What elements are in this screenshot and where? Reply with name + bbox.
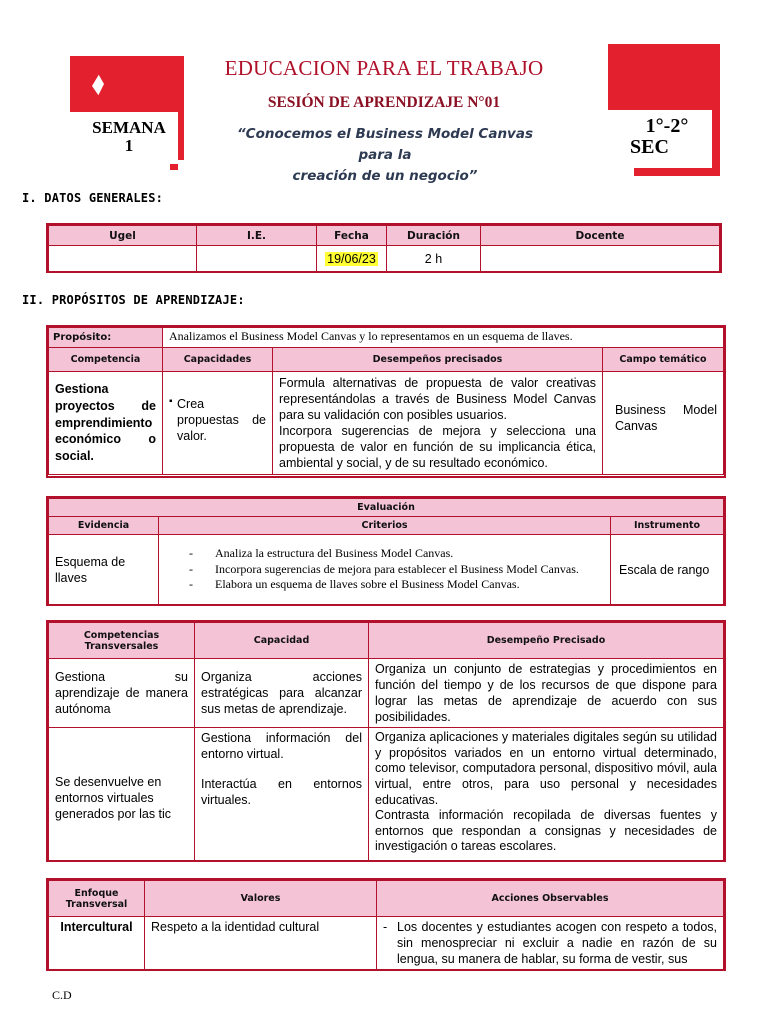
col-criterios: Criterios	[159, 517, 611, 535]
evaluacion-title: Evaluación	[49, 499, 724, 517]
datos-generales-table	[46, 223, 722, 273]
session-subtitle	[220, 124, 550, 187]
transversal-capacidad-1: Organiza acciones estratégicas para alcanzar sus metas de aprendizaje.	[195, 659, 369, 728]
desempeno-1: Formula alternativas de propuesta de valor creativas representándolas a través de Business Model Canvas para su validación con posibles usuarios.	[279, 376, 596, 422]
value-fecha: 19/06/23	[327, 251, 376, 266]
value-duracion: 2 h	[387, 246, 481, 272]
acciones-value-cell	[377, 917, 724, 971]
col-enfoque: Enfoque Transversal	[49, 881, 145, 917]
enfoque-value: Intercultural	[49, 917, 145, 971]
col-evidencia: Evidencia	[49, 517, 159, 535]
left-badge-line1: SEMANA	[92, 118, 166, 137]
transversal-desempeno-2	[369, 728, 724, 862]
transversal-competencia-2: Se desenvuelve en entornos virtuales generados por las tic	[49, 728, 195, 862]
capacidad-value: Crea propuestas de valor.	[177, 397, 266, 443]
valores-value: Respeto a la identidad cultural	[145, 917, 377, 971]
desempenos-value	[273, 372, 603, 475]
value-ie	[197, 246, 317, 272]
col-docente: Docente	[481, 226, 720, 246]
desempeno-2b: Contrasta información recopilada de diversas fuentes y entornos que respondan a consignas y necesidades de investigación o tareas escolares.	[375, 808, 717, 854]
accion-text: Los docentes y estudiantes acogen con respeto a todos, sin menospreciar ni excluir a nadie en razón de su lengua, su manera de hablar, su forma de vestir, sus	[397, 920, 717, 966]
transversal-competencia-1: Gestiona su aprendizaje de manera autónoma	[49, 659, 195, 728]
value-docente	[481, 246, 720, 272]
col-competencia: Competencia	[49, 348, 163, 372]
criterio-item: - Analiza la estructura del Business Model Canvas.	[189, 546, 454, 561]
col-campo: Campo temático	[603, 348, 724, 372]
col-capacidad: Capacidad	[195, 623, 369, 659]
col-duracion: Duración	[387, 226, 481, 246]
left-badge-text	[84, 119, 174, 155]
col-fecha: Fecha	[317, 226, 387, 246]
criterio-item: - Incorpora sugerencias de mejora para establecer el Business Model Canvas.	[189, 561, 579, 576]
right-badge-line1: 1°-2°	[645, 115, 689, 137]
col-instrumento: Instrumento	[611, 517, 724, 535]
col-desempeno-precisado: Desempeño Precisado	[369, 623, 724, 659]
footer-text: C.D	[52, 988, 72, 1002]
transversal-desempeno-1: Organiza un conjunto de estrategias y procedimientos en función del tiempo y de los recursos de que dispone para lograr las metas de aprendizaje de acuerdo con sus posibilidades.	[369, 659, 724, 728]
col-acciones: Acciones Observables	[377, 881, 724, 917]
col-capacidades: Capacidades	[163, 348, 273, 372]
desempeno-2a: Organiza aplicaciones y materiales digitales según su utilidad y propósitos variados en un entorno virtual determinado, como televisor, computadora personal, dispositivo móvil, aula virtual, entre otros, para uso personal y necesidades educativas.	[375, 730, 717, 807]
capacidad-bullet: ▪	[169, 396, 173, 407]
capacidad-2a: Gestiona información del entorno virtual.	[201, 731, 362, 761]
right-badge-line2: SEC	[630, 136, 669, 158]
transversales-table	[46, 620, 726, 862]
col-valores: Valores	[145, 881, 377, 917]
page-title: EDUCACION PARA EL TRABAJO	[224, 56, 544, 80]
capacidad-value-cell	[163, 372, 273, 475]
right-badge-text	[626, 116, 708, 158]
campo-value: Business Model Canvas	[603, 372, 724, 475]
col-desempenos: Desempeños precisados	[273, 348, 603, 372]
desempeno-2: Incorpora sugerencias de mejora y selecciona una propuesta de valor en función de su implicancia ética, ambiental y social, y de su resultado económico.	[279, 424, 596, 470]
evaluacion-table	[46, 496, 726, 606]
propositos-table	[46, 325, 726, 478]
transversal-capacidad-2	[195, 728, 369, 862]
section-propositos-heading: II. PROPÓSITOS DE APRENDIZAJE:	[22, 293, 245, 307]
enfoque-table	[46, 878, 726, 971]
value-ugel	[49, 246, 197, 272]
proposito-text: Analizamos el Business Model Canvas y lo representamos en un esquema de llaves.	[163, 328, 724, 348]
subtitle-line-1: “Conocemos el Business Model Canvas para la	[236, 126, 533, 163]
capacidad-2b: Interactúa en entornos virtuales.	[201, 777, 362, 807]
criterios-list	[159, 535, 611, 605]
left-badge-line2: 1	[124, 135, 134, 155]
session-title: SESIÓN DE APRENDIZAJE N°01	[267, 94, 501, 111]
instrumento-value: Escala de rango	[611, 535, 724, 605]
subtitle-line-2: creación de un negocio”	[292, 167, 478, 184]
capacidad-bullet-item	[169, 396, 266, 444]
proposito-label: Propósito:	[49, 328, 163, 348]
evidencia-value: Esquema de llaves	[49, 535, 159, 605]
col-ugel: Ugel	[49, 226, 197, 246]
criterio-item: - Elabora un esquema de llaves sobre el Business Model Canvas.	[189, 577, 520, 592]
section-datos-generales-heading: I. DATOS GENERALES:	[22, 191, 164, 205]
col-ie: I.E.	[197, 226, 317, 246]
col-competencias-transversales: Competencias Transversales	[49, 623, 195, 659]
accion-item: - Los docentes y estudiantes acogen con respeto a todos, sin menospreciar ni excluir a nadie en razón de su lengua, su manera de hablar, su forma de vestir, sus	[383, 920, 717, 966]
value-fecha-cell	[317, 246, 387, 272]
competencia-value: Gestiona proyectos de emprendimiento económico o social.	[49, 372, 163, 475]
